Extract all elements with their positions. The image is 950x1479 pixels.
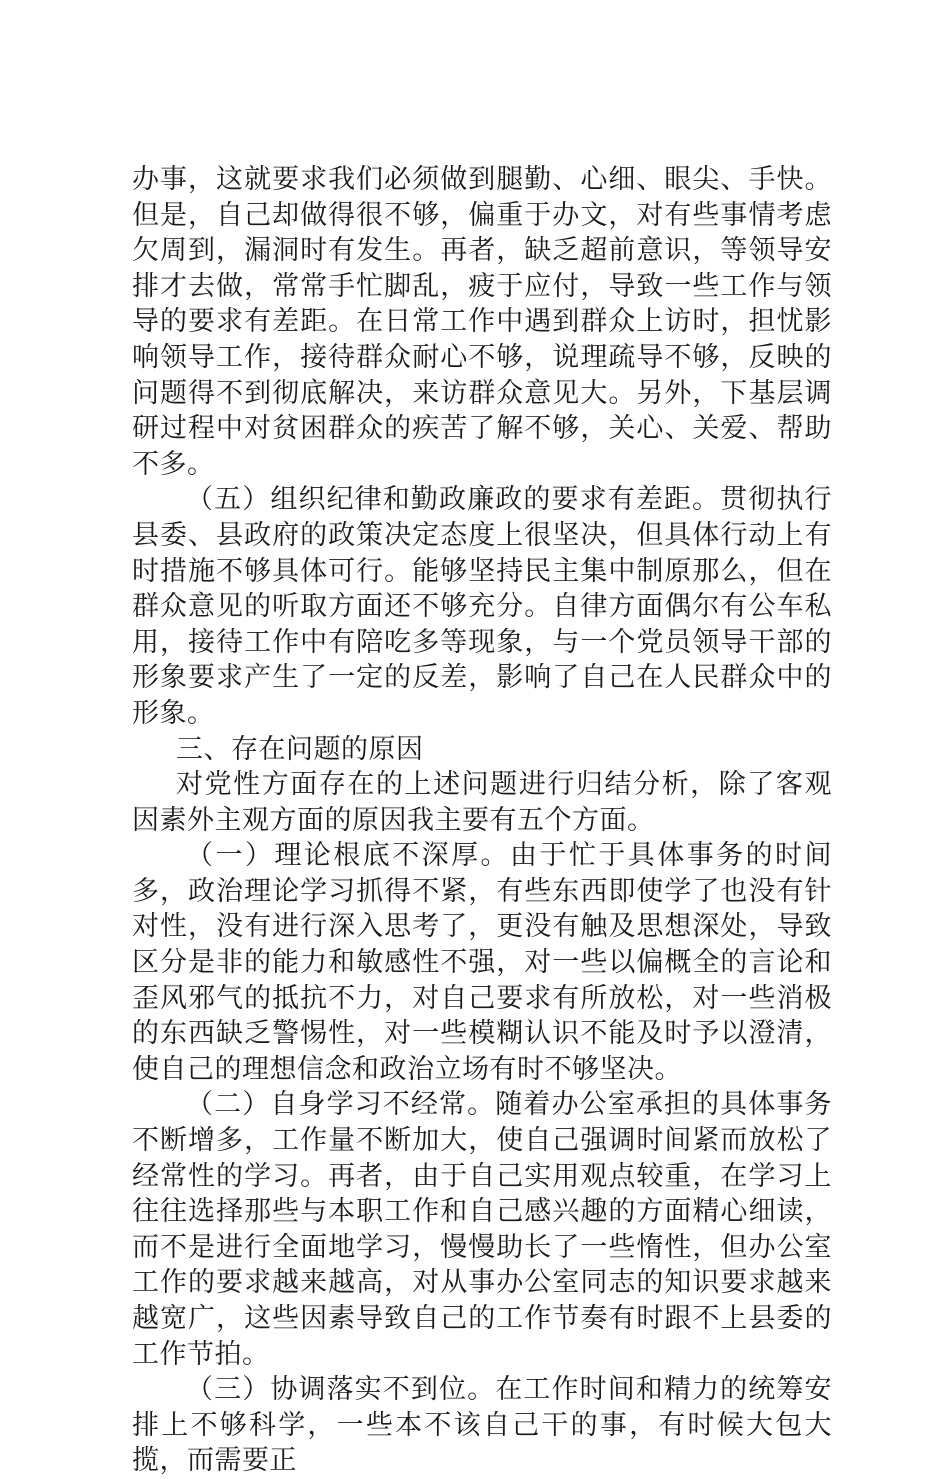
paragraph-cause-one: （一）理论根底不深厚。由于忙于具体事务的时间多，政治理论学习抓得不紧，有些东西即使学了也没有针对性，没有进行深入思考了，更没有触及思想深处，导致区分是非的能力和敏感性不强，对一些以偏概全的言论和歪风邪气的抵抗不力，对自己要求有所放松，对一些消极的东西缺乏警惕性，对一些模糊认识不能及时予以澄清，使自己的理想信念和政治立场有时不够坚决。 bbox=[132, 840, 832, 1085]
paragraph-item-five: （五）组织纪律和勤政廉政的要求有差距。贯彻执行县委、县政府的政策决定态度上很坚决，但具体行动上有时措施不够具体可行。能够坚持民主集中制原那么，但在群众意见的听取方面还不够充分。自律方面偶尔有公车私用，接待工作中有陪吃多等现象，与一个党员领导干部的形象要求产生了一定的反差，影响了自己在人民群众中的形象。 bbox=[132, 484, 832, 729]
section-heading-causes: 三、存在问题的原因 bbox=[176, 733, 424, 765]
paragraph-causes-intro: 对党性方面存在的上述问题进行归结分析，除了客观因素外主观方面的原因我主要有五个方面。 bbox=[132, 769, 832, 836]
paragraph-continuation: 办事，这就要求我们必须做到腿勤、心细、眼尖、手快。但是，自己却做得很不够，偏重于办文，对有些事情考虑欠周到，漏洞时有发生。再者，缺乏超前意识，等领导安排才去做，常常手忙脚乱，疲于应付，导致一些工作与领导的要求有差距。在日常工作中遇到群众上访时，担忧影响领导工作，接待群众耐心不够，说理疏导不够，反映的问题得不到彻底解决，来访群众意见大。另外，下基层调研过程中对贫困群众的疾苦了解不够，关心、关爱、帮助不多。 bbox=[132, 164, 832, 480]
document-body bbox=[132, 162, 832, 1479]
paragraph-cause-three: （三）协调落实不到位。在工作时间和精力的统筹安排上不够科学，一些本不该自己干的事，有时候大包大揽，而需要正 bbox=[132, 1374, 832, 1477]
paragraph-cause-two: （二）自身学习不经常。随着办公室承担的具体事务不断增多，工作量不断加大，使自己强调时间紧而放松了经常性的学习。再者，由于自己实用观点较重，在学习上往往选择那些与本职工作和自己感兴趣的方面精心细读，而不是进行全面地学习，慢慢助长了一些惰性，但办公室工作的要求越来越高，对从事办公室同志的知识要求越来越宽广，这些因素导致自己的工作节奏有时跟不上县委的工作节拍。 bbox=[132, 1089, 832, 1370]
